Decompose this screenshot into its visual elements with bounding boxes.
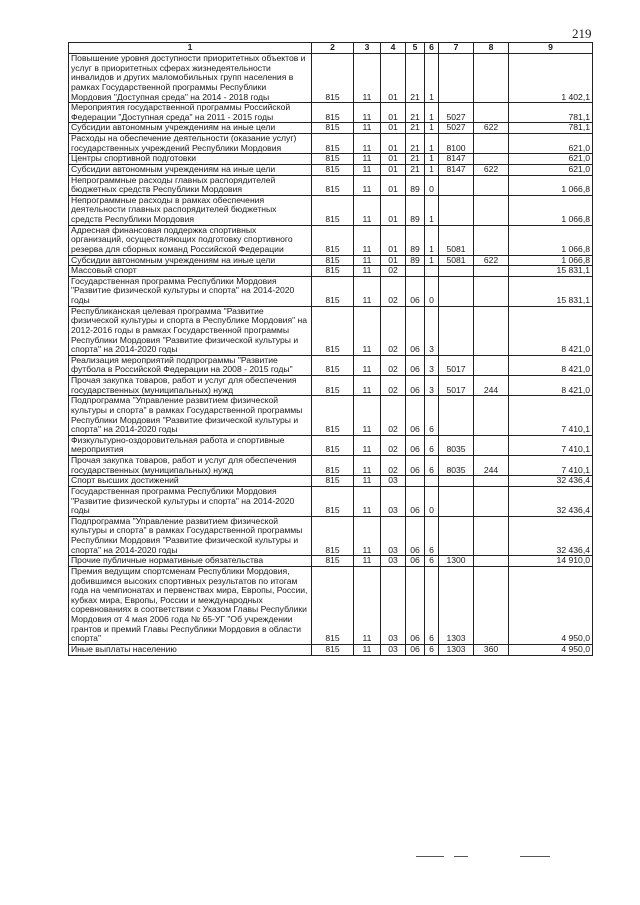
- row-code-cell: 1: [425, 164, 439, 175]
- row-code-cell: 01: [381, 255, 406, 266]
- row-name-cell: Подпрограмма "Управление развитием физической культуры и спорта" в рамках Государственной программы Республики Мордовия "Развитие физической культуры и спорта" на 2014-2020 годы: [69, 516, 312, 556]
- table-row: [69, 644, 593, 655]
- row-code-cell: 6: [425, 396, 439, 436]
- row-code-cell: 1: [425, 255, 439, 266]
- row-code-cell: 815: [312, 486, 354, 516]
- row-code-cell: 89: [406, 195, 425, 225]
- row-name-cell: Государственная программа Республики Мордовия "Развитие физической культуры и спорта" на 2014-2020 годы: [69, 276, 312, 306]
- row-code-cell: 11: [354, 486, 381, 516]
- row-code-cell: 01: [381, 103, 406, 123]
- row-code-cell: 01: [381, 134, 406, 154]
- row-code-cell: 89: [406, 255, 425, 266]
- row-code-cell: [406, 476, 425, 487]
- row-code-cell: 815: [312, 355, 354, 375]
- row-code-cell: 01: [381, 123, 406, 134]
- row-code-cell: 815: [312, 435, 354, 455]
- row-name-cell: Центры спортивной подготовки: [69, 154, 312, 165]
- table-row: [69, 396, 593, 436]
- column-header: 2: [312, 43, 354, 54]
- row-name-cell: Адресная финансовая поддержка спортивных организаций, осуществляющих подготовку спортивного резерва для сборных команд Российской Федерации: [69, 225, 312, 255]
- row-code-cell: 11: [354, 154, 381, 165]
- row-name-cell: Субсидии автономным учреждениям на иные цели: [69, 255, 312, 266]
- row-code-cell: 815: [312, 556, 354, 567]
- row-code-cell: 06: [406, 435, 425, 455]
- row-code-cell: 01: [381, 195, 406, 225]
- row-code-cell: 1: [425, 54, 439, 103]
- row-code-cell: [474, 266, 509, 277]
- row-code-cell: 1: [425, 154, 439, 165]
- row-code-cell: [474, 195, 509, 225]
- row-code-cell: 01: [381, 175, 406, 195]
- row-code-cell: 11: [354, 476, 381, 487]
- row-code-cell: [474, 556, 509, 567]
- row-code-cell: 02: [381, 276, 406, 306]
- row-code-cell: [439, 175, 474, 195]
- row-code-cell: 8035: [439, 456, 474, 476]
- row-code-cell: [439, 306, 474, 355]
- row-code-cell: [439, 276, 474, 306]
- row-code-cell: 01: [381, 154, 406, 165]
- row-name-cell: Прочая закупка товаров, работ и услуг для обеспечения государственных (муниципальных) нужд: [69, 376, 312, 396]
- row-code-cell: 244: [474, 456, 509, 476]
- row-code-cell: 11: [354, 644, 381, 655]
- row-code-cell: 11: [354, 396, 381, 436]
- table-row: [69, 103, 593, 123]
- row-code-cell: [474, 486, 509, 516]
- table-row: [69, 376, 593, 396]
- row-code-cell: 01: [381, 164, 406, 175]
- row-code-cell: 06: [406, 306, 425, 355]
- row-code-cell: [474, 396, 509, 436]
- row-code-cell: 06: [406, 355, 425, 375]
- row-code-cell: 1: [425, 103, 439, 123]
- table-row: [69, 355, 593, 375]
- row-sum-cell: 15 831,1: [509, 276, 593, 306]
- row-code-cell: 89: [406, 225, 425, 255]
- row-code-cell: [439, 476, 474, 487]
- row-code-cell: 21: [406, 164, 425, 175]
- row-code-cell: 03: [381, 476, 406, 487]
- row-sum-cell: 32 436,4: [509, 516, 593, 556]
- row-code-cell: 11: [354, 164, 381, 175]
- row-sum-cell: 781,1: [509, 123, 593, 134]
- row-code-cell: 02: [381, 435, 406, 455]
- column-header: 4: [381, 43, 406, 54]
- row-code-cell: 02: [381, 396, 406, 436]
- row-code-cell: 1: [425, 225, 439, 255]
- row-code-cell: 03: [381, 644, 406, 655]
- row-code-cell: [439, 396, 474, 436]
- row-code-cell: 815: [312, 134, 354, 154]
- row-code-cell: 11: [354, 456, 381, 476]
- column-header: 1: [69, 43, 312, 54]
- row-code-cell: [439, 195, 474, 225]
- row-code-cell: 6: [425, 456, 439, 476]
- table-row: [69, 255, 593, 266]
- row-code-cell: [474, 355, 509, 375]
- row-code-cell: 5081: [439, 225, 474, 255]
- row-code-cell: 6: [425, 566, 439, 644]
- row-sum-cell: 15 831,1: [509, 266, 593, 277]
- row-code-cell: 815: [312, 255, 354, 266]
- budget-table: [68, 42, 593, 656]
- row-name-cell: Реализация мероприятий подпрограммы "Развитие футбола в Российской Федерации на 2008 - 2015 годы": [69, 355, 312, 375]
- row-name-cell: Иные выплаты населению: [69, 644, 312, 655]
- row-sum-cell: 1 066,8: [509, 175, 593, 195]
- table-row: [69, 556, 593, 567]
- row-code-cell: 06: [406, 486, 425, 516]
- row-sum-cell: 32 436,4: [509, 486, 593, 516]
- column-header: 5: [406, 43, 425, 54]
- row-sum-cell: 1 066,8: [509, 195, 593, 225]
- row-sum-cell: 781,1: [509, 103, 593, 123]
- row-code-cell: [425, 266, 439, 277]
- row-sum-cell: 8 421,0: [509, 376, 593, 396]
- row-code-cell: 815: [312, 566, 354, 644]
- row-code-cell: 815: [312, 376, 354, 396]
- row-code-cell: 815: [312, 54, 354, 103]
- column-header: 6: [425, 43, 439, 54]
- row-code-cell: 11: [354, 355, 381, 375]
- table-body: [69, 54, 593, 656]
- row-code-cell: 6: [425, 644, 439, 655]
- row-code-cell: 6: [425, 435, 439, 455]
- row-code-cell: [474, 54, 509, 103]
- row-code-cell: [474, 276, 509, 306]
- row-code-cell: 11: [354, 376, 381, 396]
- row-code-cell: 11: [354, 175, 381, 195]
- row-code-cell: 11: [354, 435, 381, 455]
- row-code-cell: 11: [354, 516, 381, 556]
- row-code-cell: 21: [406, 134, 425, 154]
- row-name-cell: Непрограммные расходы главных распорядителей бюджетных средств Республики Мордовия: [69, 175, 312, 195]
- row-code-cell: [474, 225, 509, 255]
- row-sum-cell: 8 421,0: [509, 355, 593, 375]
- row-name-cell: Мероприятия государственной программы Российской Федерации "Доступная среда" на 2011 - 2015 годы: [69, 103, 312, 123]
- table-row: [69, 175, 593, 195]
- row-code-cell: 06: [406, 644, 425, 655]
- row-sum-cell: 1 066,8: [509, 225, 593, 255]
- row-code-cell: 11: [354, 566, 381, 644]
- table-row: [69, 225, 593, 255]
- row-name-cell: Физкультурно-оздоровительная работа и спортивные мероприятия: [69, 435, 312, 455]
- row-name-cell: Государственная программа Республики Мордовия "Развитие физической культуры и спорта" на 2014-2020 годы: [69, 486, 312, 516]
- row-code-cell: 06: [406, 456, 425, 476]
- row-code-cell: 89: [406, 175, 425, 195]
- row-code-cell: 06: [406, 376, 425, 396]
- row-code-cell: 5017: [439, 376, 474, 396]
- row-code-cell: 03: [381, 556, 406, 567]
- row-name-cell: Непрограммные расходы в рамках обеспечения деятельности главных распорядителей бюджетных средств Республики Мордовия: [69, 195, 312, 225]
- row-code-cell: 21: [406, 103, 425, 123]
- row-code-cell: 1303: [439, 644, 474, 655]
- row-code-cell: 01: [381, 225, 406, 255]
- row-sum-cell: 4 950,0: [509, 566, 593, 644]
- row-sum-cell: 32 436,4: [509, 476, 593, 487]
- row-code-cell: 1: [425, 123, 439, 134]
- row-code-cell: 3: [425, 355, 439, 375]
- row-code-cell: 02: [381, 266, 406, 277]
- row-code-cell: 8147: [439, 154, 474, 165]
- table-row: [69, 154, 593, 165]
- row-code-cell: 11: [354, 306, 381, 355]
- row-code-cell: 11: [354, 556, 381, 567]
- row-sum-cell: 8 421,0: [509, 306, 593, 355]
- row-sum-cell: 14 910,0: [509, 556, 593, 567]
- row-code-cell: 815: [312, 195, 354, 225]
- row-code-cell: 11: [354, 103, 381, 123]
- row-code-cell: 21: [406, 123, 425, 134]
- row-code-cell: 1: [425, 195, 439, 225]
- row-code-cell: 8147: [439, 164, 474, 175]
- table-row: [69, 134, 593, 154]
- row-code-cell: 8035: [439, 435, 474, 455]
- table-row: [69, 486, 593, 516]
- scan-mark: [520, 856, 550, 857]
- row-code-cell: 815: [312, 164, 354, 175]
- row-name-cell: Массовый спорт: [69, 266, 312, 277]
- row-code-cell: 21: [406, 54, 425, 103]
- row-sum-cell: 621,0: [509, 134, 593, 154]
- table-row: [69, 195, 593, 225]
- row-code-cell: 815: [312, 225, 354, 255]
- table-row: [69, 276, 593, 306]
- row-sum-cell: 621,0: [509, 154, 593, 165]
- table-row: [69, 164, 593, 175]
- row-code-cell: 06: [406, 566, 425, 644]
- row-code-cell: [474, 103, 509, 123]
- row-code-cell: 622: [474, 255, 509, 266]
- row-name-cell: Спорт высших достижений: [69, 476, 312, 487]
- row-code-cell: 02: [381, 456, 406, 476]
- row-code-cell: 815: [312, 306, 354, 355]
- row-code-cell: 622: [474, 164, 509, 175]
- row-code-cell: 21: [406, 154, 425, 165]
- table-row: [69, 54, 593, 103]
- row-sum-cell: 7 410,1: [509, 396, 593, 436]
- row-code-cell: 01: [381, 54, 406, 103]
- row-code-cell: 5017: [439, 355, 474, 375]
- row-code-cell: [439, 516, 474, 556]
- row-code-cell: 622: [474, 123, 509, 134]
- row-sum-cell: 4 950,0: [509, 644, 593, 655]
- row-code-cell: 360: [474, 644, 509, 655]
- scan-mark: [416, 856, 444, 857]
- row-code-cell: 6: [425, 516, 439, 556]
- row-code-cell: 03: [381, 566, 406, 644]
- row-code-cell: 8100: [439, 134, 474, 154]
- row-code-cell: 815: [312, 175, 354, 195]
- row-code-cell: 1303: [439, 566, 474, 644]
- row-code-cell: [439, 486, 474, 516]
- row-code-cell: 06: [406, 276, 425, 306]
- row-code-cell: 244: [474, 376, 509, 396]
- row-code-cell: 11: [354, 225, 381, 255]
- row-code-cell: 815: [312, 644, 354, 655]
- row-code-cell: 815: [312, 266, 354, 277]
- table-row: [69, 456, 593, 476]
- column-header: 7: [439, 43, 474, 54]
- row-code-cell: 06: [406, 396, 425, 436]
- table-row: [69, 266, 593, 277]
- table-row: [69, 435, 593, 455]
- row-name-cell: Субсидии автономным учреждениям на иные цели: [69, 164, 312, 175]
- row-code-cell: 5081: [439, 255, 474, 266]
- row-name-cell: Субсидии автономным учреждениям на иные цели: [69, 123, 312, 134]
- table-row: [69, 123, 593, 134]
- row-code-cell: 11: [354, 266, 381, 277]
- row-code-cell: [474, 476, 509, 487]
- row-code-cell: 5027: [439, 123, 474, 134]
- row-code-cell: 815: [312, 476, 354, 487]
- row-code-cell: [474, 154, 509, 165]
- row-code-cell: [474, 516, 509, 556]
- row-code-cell: 0: [425, 175, 439, 195]
- row-code-cell: [474, 566, 509, 644]
- row-code-cell: [406, 266, 425, 277]
- row-code-cell: 6: [425, 556, 439, 567]
- column-header: 9: [509, 43, 593, 54]
- column-header: 3: [354, 43, 381, 54]
- row-code-cell: 03: [381, 516, 406, 556]
- table-row: [69, 476, 593, 487]
- row-code-cell: 815: [312, 123, 354, 134]
- row-code-cell: [474, 134, 509, 154]
- page-number: 219: [572, 26, 592, 41]
- row-code-cell: 5027: [439, 103, 474, 123]
- row-name-cell: Премия ведущим спортсменам Республики Мордовия, добившимся высоких спортивных результатов по итогам года на чемпионатах и первенствах мира, Европы, России, кубках мира, Европы, России и международных соревнованиях в соответствии с Указом Главы Республики Мордовия от 4 мая 2006 года № 65-УГ "Об учреждении грантов и премий Главы Республики Мордовия в области спорта": [69, 566, 312, 644]
- row-code-cell: 11: [354, 276, 381, 306]
- row-code-cell: 06: [406, 516, 425, 556]
- row-code-cell: [425, 476, 439, 487]
- row-sum-cell: 7 410,1: [509, 456, 593, 476]
- table-row: [69, 306, 593, 355]
- row-code-cell: 02: [381, 306, 406, 355]
- row-sum-cell: 1 066,8: [509, 255, 593, 266]
- row-code-cell: 815: [312, 456, 354, 476]
- row-name-cell: Повышение уровня доступности приоритетных объектов и услуг в приоритетных сферах жизнедеятельности инвалидов и других маломобильных групп населения в рамках Государственной программы Республики Мордовия "Доступная среда" на 2014 - 2018 годы: [69, 54, 312, 103]
- row-code-cell: [439, 54, 474, 103]
- row-code-cell: 11: [354, 54, 381, 103]
- row-sum-cell: 1 402,1: [509, 54, 593, 103]
- row-code-cell: 1300: [439, 556, 474, 567]
- row-code-cell: 815: [312, 154, 354, 165]
- row-name-cell: Подпрограмма "Управление развитием физической культуры и спорта" в рамках Государственной программы Республики Мордовия "Развитие физической культуры и спорта" на 2014-2020 годы: [69, 396, 312, 436]
- row-code-cell: 815: [312, 276, 354, 306]
- scan-mark: [454, 856, 468, 857]
- row-sum-cell: 621,0: [509, 164, 593, 175]
- row-code-cell: [439, 266, 474, 277]
- row-code-cell: 11: [354, 123, 381, 134]
- row-code-cell: 03: [381, 486, 406, 516]
- table-row: [69, 566, 593, 644]
- row-code-cell: 11: [354, 134, 381, 154]
- row-code-cell: [474, 306, 509, 355]
- row-code-cell: 0: [425, 486, 439, 516]
- row-name-cell: Республиканская целевая программа "Развитие физической культуры и спорта в Республике Мордовия" на 2012-2016 годы в рамках Государственной программы Республики Мордовия "Развитие физической культуры и спорта" на 2014-2020 годы: [69, 306, 312, 355]
- row-name-cell: Прочая закупка товаров, работ и услуг для обеспечения государственных (муниципальных) нужд: [69, 456, 312, 476]
- row-code-cell: 02: [381, 376, 406, 396]
- row-name-cell: Прочие публичные нормативные обязательства: [69, 556, 312, 567]
- row-code-cell: [474, 175, 509, 195]
- row-sum-cell: 7 410,1: [509, 435, 593, 455]
- row-code-cell: 815: [312, 516, 354, 556]
- column-header: 8: [474, 43, 509, 54]
- row-code-cell: 815: [312, 103, 354, 123]
- row-code-cell: 06: [406, 556, 425, 567]
- row-code-cell: 815: [312, 396, 354, 436]
- row-code-cell: 11: [354, 255, 381, 266]
- header-row: [69, 43, 593, 54]
- row-code-cell: 0: [425, 276, 439, 306]
- row-code-cell: 3: [425, 306, 439, 355]
- row-name-cell: Расходы на обеспечение деятельности (оказание услуг) государственных учреждений Республики Мордовия: [69, 134, 312, 154]
- row-code-cell: 11: [354, 195, 381, 225]
- table-row: [69, 516, 593, 556]
- row-code-cell: 02: [381, 355, 406, 375]
- row-code-cell: [474, 435, 509, 455]
- row-code-cell: 3: [425, 376, 439, 396]
- row-code-cell: 1: [425, 134, 439, 154]
